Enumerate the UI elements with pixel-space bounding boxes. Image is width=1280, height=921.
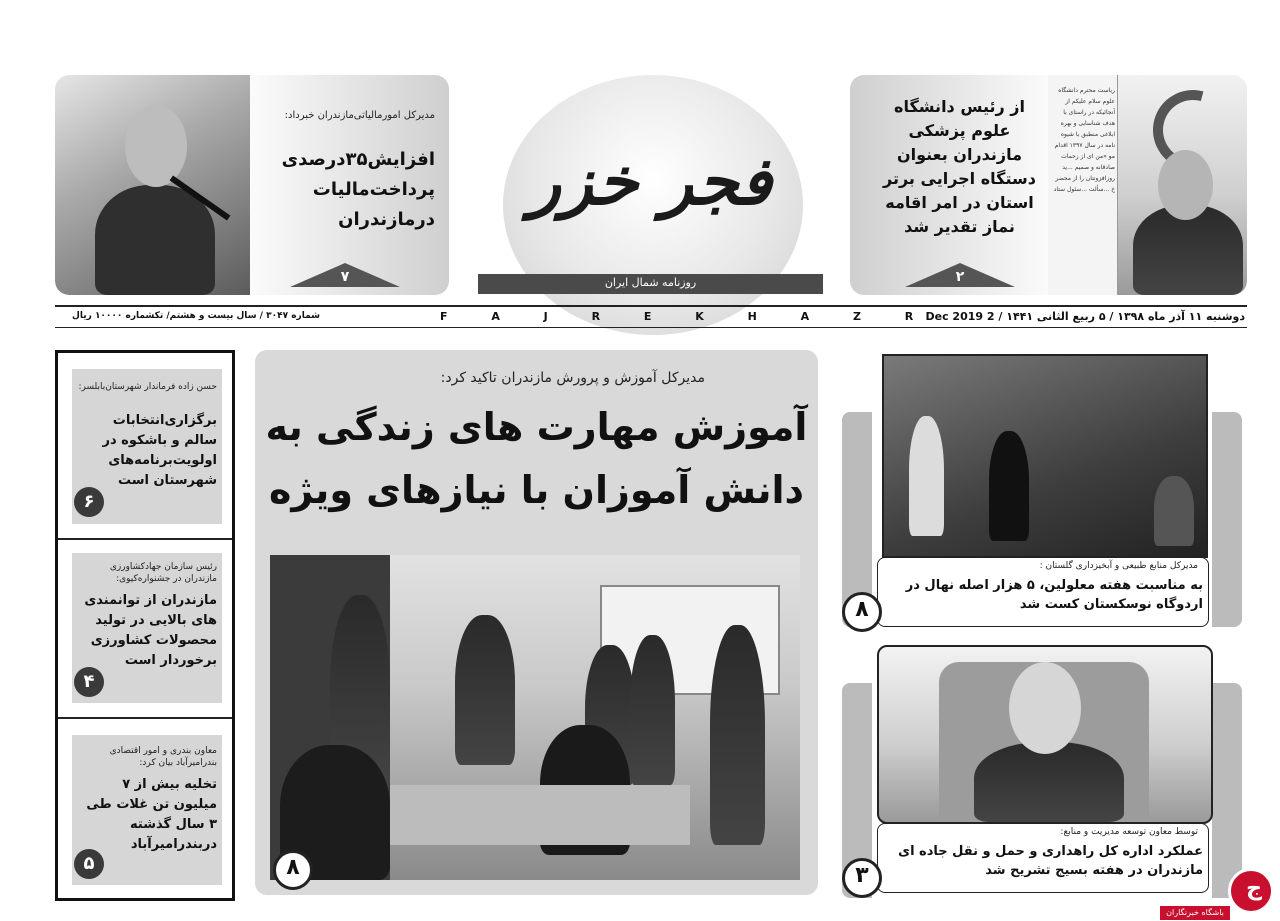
main-story-photo	[270, 555, 800, 880]
top-left-photo	[55, 75, 250, 295]
left-story-3	[72, 735, 222, 885]
left-story-3-page: ۵	[74, 849, 104, 879]
right-story-1-page: ۸	[842, 592, 882, 632]
left-story-3-kicker: معاون بندری و امور اقتصادی بندرامیرآباد بیان کرد:	[109, 746, 217, 768]
left-story-2-kicker: رئیس سازمان جهادکشاورزی مازندران در جشنواره‌کیوی:	[109, 562, 217, 584]
top-left-headline: افزایش۳۵درصدی پرداخت‌مالیات درمازندران	[281, 149, 435, 230]
top-right-headline: از رئیس دانشگاه علوم پزشکی مازندران بعنوان دستگاه اجرایی برتر استان در امر اقامه نماز تقدیر شد	[883, 97, 1036, 236]
right-story-2	[842, 643, 1242, 898]
issue-line: شماره ۳۰۴۷ / سال بیست و هشتم/ تکشماره ۱۰۰۰۰ ریال	[72, 311, 320, 321]
tagline: روزنامه شمال ایران	[604, 276, 697, 289]
header-rule-bottom	[55, 327, 1247, 328]
left-story-2-page: ۴	[74, 667, 104, 697]
latin-name: F A J R E K H A Z R	[440, 310, 934, 323]
right-story-2-page: ۳	[842, 858, 882, 898]
right-story-1-caption	[877, 557, 1209, 627]
top-left-story	[55, 75, 449, 295]
logo-text: فجر خزر	[529, 142, 772, 220]
date-line: دوشنبه ۱۱ آذر ماه ۱۳۹۸ / ۵ ربیع الثانی ۱۴۴۱ / 2 Dec 2019	[925, 310, 1245, 323]
main-story-kicker: مدیرکل آموزش و پرورش مازندران تاکید کرد:	[440, 370, 705, 386]
watermark-text: باشگاه خبرنگاران	[1160, 906, 1230, 920]
left-story-2	[72, 553, 222, 703]
right-story-2-kicker: توسط معاون توسعه مدیریت و منابع:	[1060, 827, 1198, 837]
letter-text: ریاست محترم دانشگاه علوم سلام علیکم از آنجائیکه در راستای با هدف شناسایی و بهره ابلاغی منطبق با شیوه نامه در سال ۱۳۹۷ اقدام مو «من ای از زحمات صادقانه و صمیم ...ید روزافزونتان را از محضر خ ...سألت ...سئول ستاد	[1053, 87, 1115, 193]
left-story-1-headline: برگزاری‌انتخابات سالم و باشکوه در اولویت‌برنامه‌های شهرستان است	[102, 413, 217, 488]
main-story-page: ۸	[273, 850, 313, 890]
left-story-2-headline: مازندران از توانمندی های بالایی در تولید محصولات کشاورزی برخوردار است	[84, 593, 217, 668]
top-left-kicker: مدیرکل امورمالیاتی‌مازندران خبرداد:	[284, 110, 435, 121]
left-story-1-kicker: حسن زاده فرماندار شهرستان‌بابلسر:	[78, 382, 217, 392]
top-left-page-number: ۷	[340, 269, 350, 285]
right-story-2-photo	[877, 645, 1213, 824]
left-column	[55, 350, 235, 901]
masthead	[0, 0, 1280, 330]
right-story-1	[842, 352, 1242, 627]
right-story-2-headline: عملکرد اداره کل راهداری و حمل و نقل جاده ای مازندران در هفته بسیج تشریح شد	[898, 844, 1203, 878]
right-story-1-headline: به مناسبت هفته معلولین، ۵ هزار اصله نهال در اردوگاه نوسکستان کست شد	[905, 578, 1203, 612]
left-story-3-headline: تخلیه بیش از ۷ میلیون تن غلات طی ۳ سال گذشته دربندرامیرآباد	[86, 777, 217, 852]
header-rule-top	[55, 305, 1247, 307]
main-story	[255, 350, 818, 895]
top-right-story	[850, 75, 1247, 295]
left-story-1	[72, 369, 222, 524]
right-story-1-photo	[882, 354, 1208, 558]
main-story-headline-2: دانش آموزان با نیازهای ویژه	[268, 468, 804, 512]
logo-block	[478, 70, 823, 295]
letter-paper	[1048, 75, 1118, 295]
right-story-1-kicker: مدیرکل منابع طبیعی و آبخیزداری گلستان :	[1039, 561, 1198, 571]
main-story-headline-1: آموزش مهارت های زندگی به	[265, 405, 808, 449]
watermark-logo-glyph: ج	[1246, 876, 1262, 901]
top-right-page-number: ۲	[955, 269, 965, 285]
right-story-2-caption	[877, 823, 1209, 893]
left-story-1-page: ۶	[74, 487, 104, 517]
top-right-photo	[1048, 75, 1247, 295]
